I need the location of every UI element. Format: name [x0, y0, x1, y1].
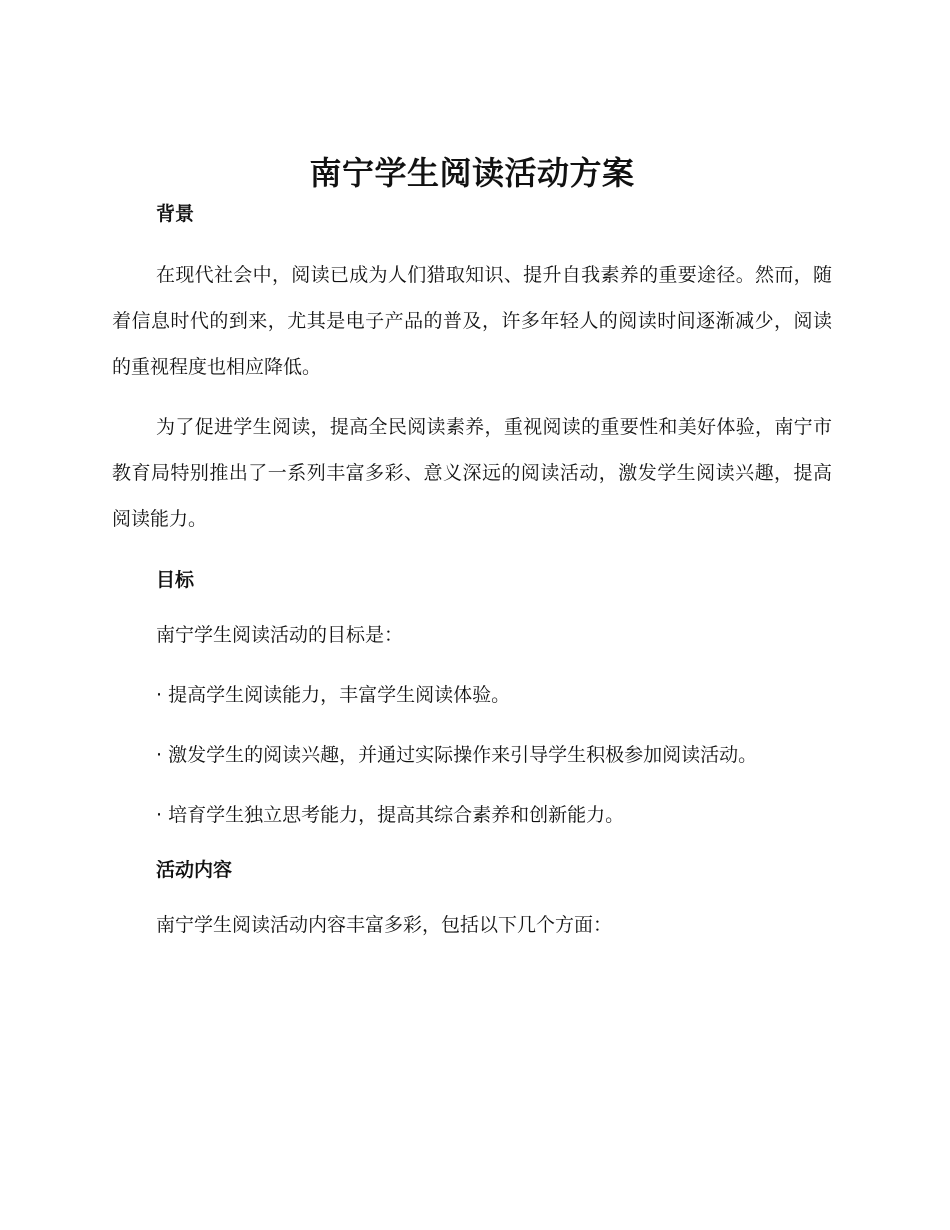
spacer: [112, 542, 832, 566]
section-heading-goals: 目标: [156, 569, 195, 591]
goal-item-2: · 激发学生的阅读兴趣，并通过实际操作来引导学生积极参加阅读活动。: [156, 744, 758, 766]
spacer: [112, 390, 832, 404]
goals-intro: 南宁学生阅读活动的目标是：: [156, 624, 404, 646]
spacer: [112, 718, 832, 732]
spacer: [112, 594, 832, 612]
background-paragraph-2: 为了促进学生阅读，提高全民阅读素养，重视阅读的重要性和美好体验，南宁市教育局特别推出了一系列丰富多彩、意义深远的阅读活动，激发学生阅读兴趣，提高阅读能力。: [112, 416, 832, 530]
spacer: [112, 884, 832, 902]
document-title: 南宁学生阅读活动方案: [309, 154, 635, 192]
section-heading-activities: 活动内容: [156, 859, 233, 881]
spacer: [112, 228, 832, 252]
spacer: [112, 838, 832, 856]
goal-item-3: · 培育学生独立思考能力，提高其综合素养和创新能力。: [156, 804, 625, 826]
goal-item-1: · 提高学生阅读能力，丰富学生阅读体验。: [156, 684, 511, 706]
spacer: [112, 658, 832, 672]
background-paragraph-1: 在现代社会中，阅读已成为人们猎取知识、提升自我素养的重要途径。然而，随着信息时代的到来，尤其是电子产品的普及，许多年轻人的阅读时间逐渐减少，阅读的重视程度也相应降低。: [112, 264, 832, 378]
document-body: [112, 150, 832, 948]
section-heading-background: 背景: [156, 203, 195, 225]
activities-intro: 南宁学生阅读活动内容丰富多彩，包括以下几个方面：: [156, 914, 613, 936]
spacer: [112, 778, 832, 792]
